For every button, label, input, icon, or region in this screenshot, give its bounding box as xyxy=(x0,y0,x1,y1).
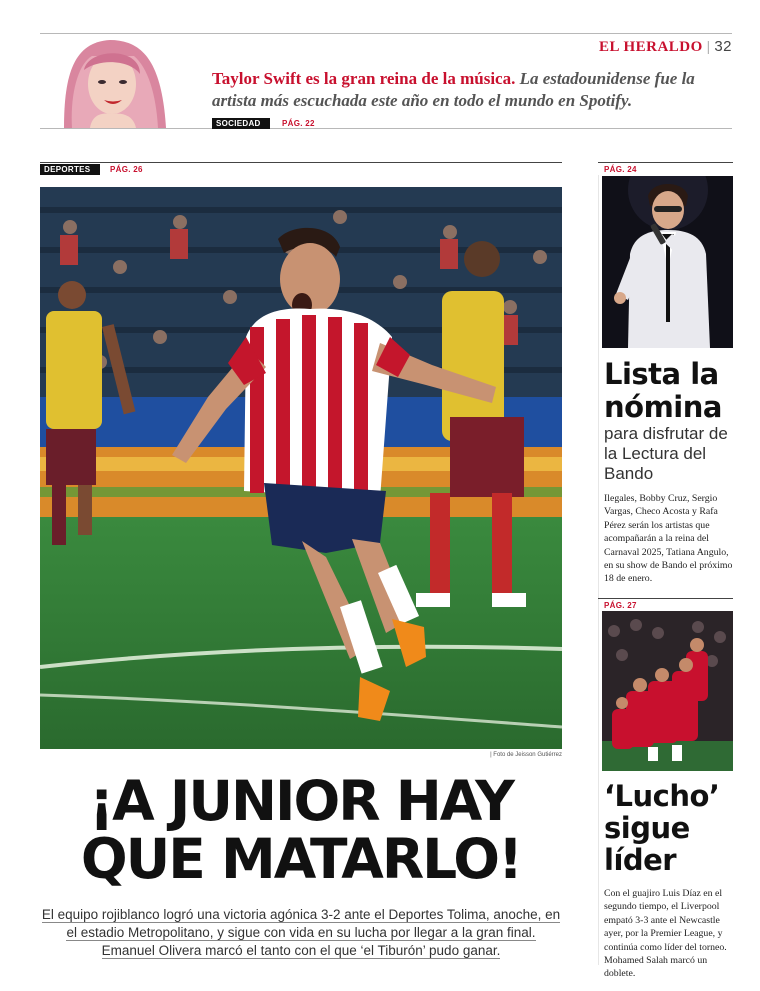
teaser-headline-strong: Taylor Swift es la gran reina de la música. xyxy=(212,69,516,88)
sidebar1-subhead: para disfrutar de la Lectura del Bando xyxy=(604,424,728,483)
section-tag-deportes[interactable]: DEPORTES xyxy=(40,164,100,175)
main-football-photo[interactable] xyxy=(40,187,562,749)
main-page-ref[interactable]: PÁG. 26 xyxy=(110,165,143,174)
players-huddle-illustration xyxy=(602,611,733,771)
main-dek xyxy=(40,906,562,960)
sidebar2-page-ref[interactable]: PÁG. 27 xyxy=(604,601,637,610)
main-headline[interactable] xyxy=(40,769,562,891)
main-rule xyxy=(40,162,562,163)
sidebar-rule-1 xyxy=(598,162,733,163)
singer-stage-photo[interactable] xyxy=(602,176,733,348)
photo-credit: | Foto de Jeisson Gutiérrez xyxy=(490,752,562,758)
section-tag-sociedad[interactable]: SOCIEDAD xyxy=(212,118,270,129)
sidebar-rule-2 xyxy=(598,598,733,599)
main-dek-text: El equipo rojiblanco logró una victoria agónica 3-2 ante el Deportes Tolima, anoche, en el estadio Metropolitano, y sigue con vida en su lucha por llegar a la gran final. Emanuel Olivera marcó el tanto con el que ‘el Tiburón’ pudo ganar. xyxy=(41,907,561,958)
page-number: 32 xyxy=(714,38,732,55)
headline-line-1: ¡A JUNIOR HAY xyxy=(89,769,513,833)
brand-separator: | xyxy=(706,39,711,55)
teaser-page-ref[interactable]: PÁG. 22 xyxy=(282,119,315,128)
headline-line-2: QUE MATARLO! xyxy=(80,827,522,891)
masthead xyxy=(599,38,732,56)
column-separator xyxy=(598,175,599,965)
liverpool-players-photo[interactable] xyxy=(602,611,733,771)
football-celebration-illustration xyxy=(40,187,562,749)
brand-name: EL HERALDO xyxy=(599,39,703,55)
singer-illustration xyxy=(602,176,733,348)
sidebar1-headline[interactable]: Lista la nómina xyxy=(604,357,722,424)
teaser-headline-rest: La estadounidense fue la artista más escuchada este año en todo el mundo en Spotify. xyxy=(212,69,695,110)
sidebar1-body: Ilegales, Bobby Cruz, Sergio Vargas, Checo Acosta y Rafa Pérez serán los artistas que acompañarán a la reina del Carnaval 2025, Tatiana Angulo, en su show de Bando el próximo 18 de enero. xyxy=(604,493,733,585)
portrait-illustration xyxy=(44,34,174,128)
teaser-portrait-photo[interactable] xyxy=(44,34,174,128)
teaser-headline[interactable] xyxy=(212,68,732,112)
sidebar2-headline[interactable]: ‘Lucho’ sigue líder xyxy=(604,779,720,877)
sidebar1-page-ref[interactable]: PÁG. 24 xyxy=(604,165,637,174)
teaser-rule xyxy=(40,128,732,129)
sidebar2-body: Con el guajiro Luis Díaz en el segundo tiempo, el Liverpool empató 3-3 ante el Newcastle ayer, por la Premier League, y continúa como líder del torneo. Mohamed Salah marcó un doblete. xyxy=(604,888,727,980)
